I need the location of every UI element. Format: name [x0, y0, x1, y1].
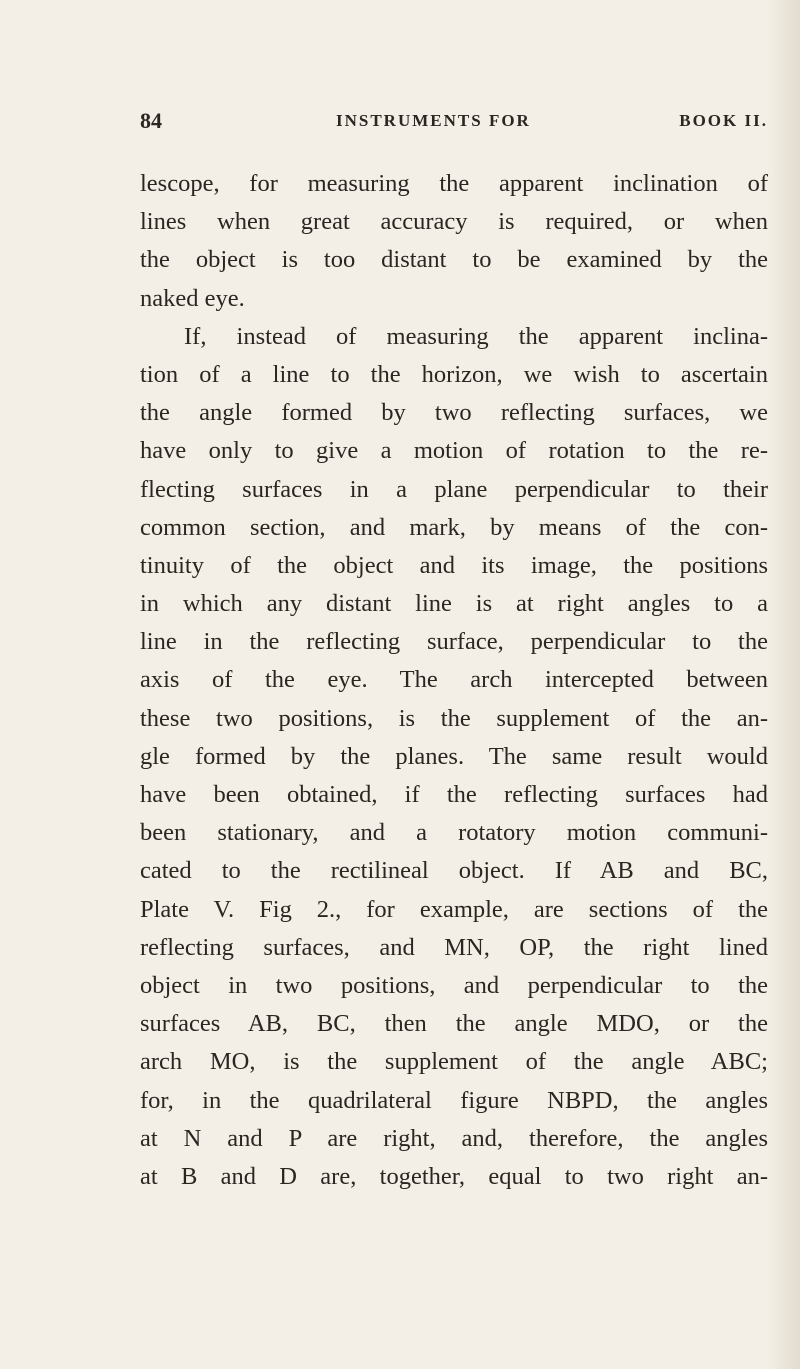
text-line: the angle formed by two reflecting surfaces, we [140, 399, 768, 427]
text-line: cated to the rectilineal object. If AB and BC, [140, 857, 768, 885]
text-line: the object is too distant to be examined by the [140, 246, 768, 274]
text-line: been stationary, and a rotatory motion communi- [140, 819, 768, 847]
page-header [140, 108, 768, 138]
text-line: lines when great accuracy is required, or when [140, 208, 768, 236]
text-line: tinuity of the object and its image, the positions [140, 551, 768, 579]
text-line: common section, and mark, by means of the con- [140, 513, 768, 541]
text-line: in which any distant line is at right angles to a [140, 590, 768, 618]
text-line: at N and P are right, and, therefore, the angles [140, 1124, 768, 1152]
text-line: have only to give a motion of rotation to the re- [140, 437, 768, 465]
text-line: axis of the eye. The arch intercepted between [140, 666, 768, 694]
text-line: have been obtained, if the reflecting surfaces had [140, 781, 768, 808]
text-line: flecting surfaces in a plane perpendicular to their [140, 475, 768, 503]
text-line: gle formed by the planes. The same result would [140, 742, 768, 770]
text-line: these two positions, is the supplement of the an- [140, 704, 768, 732]
text-line: for, in the quadrilateral figure NBPD, the angles [140, 1086, 768, 1114]
book-label: BOOK II. [679, 111, 768, 130]
page-number: 84 [140, 108, 162, 133]
text-line: arch MO, is the supplement of the angle ABC; [140, 1048, 768, 1076]
text-line: tion of a line to the horizon, we wish to ascertain [140, 360, 768, 388]
text-line: object in two positions, and perpendicular to the [140, 971, 768, 999]
body-text [140, 165, 768, 1196]
text-line: naked eye. [140, 284, 245, 312]
running-title: INSTRUMENTS FOR [336, 111, 531, 130]
text-line: Plate V. Fig 2., for example, are sections of the [140, 895, 768, 923]
text-line: at B and D are, together, equal to two right an- [140, 1162, 768, 1190]
text-line: surfaces AB, BC, then the angle MDO, or the [140, 1010, 768, 1038]
text-line: line in the reflecting surface, perpendicular to the [140, 628, 768, 656]
text-line: If, instead of measuring the apparent inclina- [184, 322, 768, 350]
text-line: reflecting surfaces, and MN, OP, the right lined [140, 933, 768, 961]
text-line: lescope, for measuring the apparent inclination of [140, 170, 768, 197]
